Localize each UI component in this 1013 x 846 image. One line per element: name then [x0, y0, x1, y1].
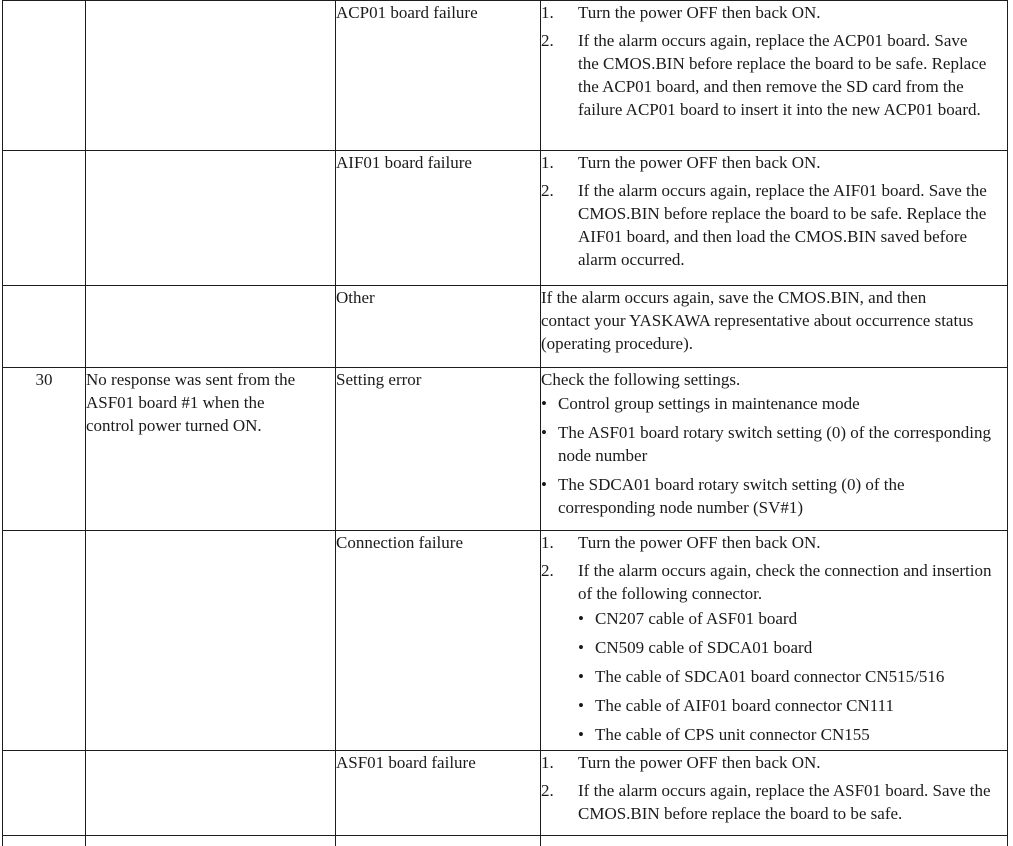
- description-line: No response was sent from the: [86, 370, 296, 389]
- step-text: If the alarm occurs again, replace the ASF01 board. Save the CMOS.BIN before replace the board to be safe.: [578, 781, 991, 823]
- remedy-paragraph: If the alarm occurs again, save the CMOS.BIN, and then contact your YASKAWA representative about occurrence status (operating procedure).: [541, 288, 974, 353]
- step-text: Turn the power OFF then back ON.: [578, 3, 821, 22]
- remedy-bullet: [578, 723, 1007, 746]
- step-text: Turn the power OFF then back ON.: [578, 533, 821, 552]
- partial-row-bottom: [3, 836, 1008, 846]
- step-number: 2.: [541, 181, 554, 200]
- remedy-bullet: [578, 636, 1007, 659]
- partial-cell: [336, 836, 541, 846]
- description-cell: [86, 1, 336, 151]
- cause-cell: [336, 151, 541, 286]
- bullet-marker: •: [541, 475, 547, 494]
- step-text: If the alarm occurs again, replace the ACP01 board. Save the CMOS.BIN before replace the board to be safe. Replace the ACP01 board, and then remove the SD card from the failure ACP01 board to insert it into the new ACP01 board.: [578, 31, 987, 119]
- remedy-step: [541, 779, 1007, 825]
- partial-cell: [86, 836, 336, 846]
- description-cell: [86, 531, 336, 751]
- remedy-cell: [541, 751, 1008, 836]
- remedy-cell: [541, 286, 1008, 368]
- alarm-number-cell: [3, 286, 86, 368]
- description-cell: [86, 151, 336, 286]
- remedy-step: [541, 751, 1007, 774]
- cause-text: Connection failure: [336, 533, 463, 552]
- table-row: [3, 286, 1008, 368]
- step-number: 1.: [541, 533, 554, 552]
- bullet-text: The ASF01 board rotary switch setting (0) of the corresponding node number: [558, 423, 991, 465]
- description-cell: [86, 751, 336, 836]
- alarm-number: 30: [35, 370, 53, 389]
- bullet-text: CN207 cable of ASF01 board: [595, 609, 798, 628]
- step-text: Turn the power OFF then back ON.: [578, 153, 821, 172]
- remedy-intro: Check the following settings.: [541, 370, 741, 389]
- table-row: [3, 368, 1008, 531]
- cause-cell: [336, 368, 541, 531]
- bullet-marker: •: [541, 423, 547, 442]
- bullet-marker: •: [541, 394, 547, 413]
- step-number: 2.: [541, 781, 554, 800]
- step-number: 2.: [541, 31, 554, 50]
- step-text: Turn the power OFF then back ON.: [578, 753, 821, 772]
- table-row: [3, 151, 1008, 286]
- cause-cell: [336, 286, 541, 368]
- cause-text: ACP01 board failure: [336, 3, 478, 22]
- remedy-bullet: [578, 694, 1007, 717]
- bullet-text: The cable of CPS unit connector CN155: [595, 725, 870, 744]
- description-line: ASF01 board #1 when the: [86, 393, 265, 412]
- table-row: [3, 751, 1008, 836]
- bullet-marker: •: [578, 667, 584, 686]
- step-text: If the alarm occurs again, replace the AIF01 board. Save the CMOS.BIN before replace the board to be safe. Replace the AIF01 board, and then load the CMOS.BIN saved before alarm occurred.: [578, 181, 987, 269]
- bullet-marker: •: [578, 638, 584, 657]
- bullet-text: The cable of AIF01 board connector CN111: [595, 696, 894, 715]
- step-number: 1.: [541, 753, 554, 772]
- remedy-cell: [541, 151, 1008, 286]
- alarm-troubleshooting-table: [2, 0, 1008, 846]
- remedy-bullet: [541, 473, 1007, 519]
- remedy-cell: [541, 368, 1008, 531]
- bullet-marker: •: [578, 725, 584, 744]
- cause-cell: [336, 531, 541, 751]
- step-number: 2.: [541, 561, 554, 580]
- alarm-number-cell: [3, 368, 86, 531]
- cause-cell: [336, 1, 541, 151]
- remedy-cell: [541, 1, 1008, 151]
- cause-text: Other: [336, 288, 375, 307]
- remedy-bullet: [578, 665, 1007, 688]
- remedy-step: [541, 559, 1007, 605]
- remedy-step: [541, 151, 1007, 174]
- cause-text: Setting error: [336, 370, 422, 389]
- alarm-number-cell: [3, 151, 86, 286]
- remedy-bullet: [541, 392, 1007, 415]
- remedy-cell: [541, 531, 1008, 751]
- bullet-marker: •: [578, 696, 584, 715]
- step-number: 1.: [541, 3, 554, 22]
- remedy-step: [541, 29, 1007, 121]
- remedy-step: [541, 1, 1007, 24]
- connector-list: [578, 607, 1007, 746]
- cause-text: ASF01 board failure: [336, 753, 476, 772]
- description-cell: [86, 368, 336, 531]
- partial-cell: [3, 836, 86, 846]
- partial-cell: [541, 836, 1008, 846]
- table-row: [3, 1, 1008, 151]
- description-line: control power turned ON.: [86, 416, 262, 435]
- step-number: 1.: [541, 153, 554, 172]
- remedy-step: [541, 179, 1007, 271]
- table-row: [3, 531, 1008, 751]
- description-cell: [86, 286, 336, 368]
- bullet-text: The SDCA01 board rotary switch setting (0) of the corresponding node number (SV#1): [558, 475, 905, 517]
- alarm-number-cell: [3, 1, 86, 151]
- cause-text: AIF01 board failure: [336, 153, 472, 172]
- bullet-text: CN509 cable of SDCA01 board: [595, 638, 813, 657]
- step-text: If the alarm occurs again, check the connection and insertion of the following connector.: [578, 561, 992, 603]
- alarm-number-cell: [3, 751, 86, 836]
- bullet-marker: •: [578, 609, 584, 628]
- bullet-text: Control group settings in maintenance mode: [558, 394, 860, 413]
- bullet-text: The cable of SDCA01 board connector CN515/516: [595, 667, 945, 686]
- remedy-bullet: [578, 607, 1007, 630]
- remedy-bullet: [541, 421, 1007, 467]
- remedy-step: [541, 531, 1007, 554]
- cause-cell: [336, 751, 541, 836]
- alarm-number-cell: [3, 531, 86, 751]
